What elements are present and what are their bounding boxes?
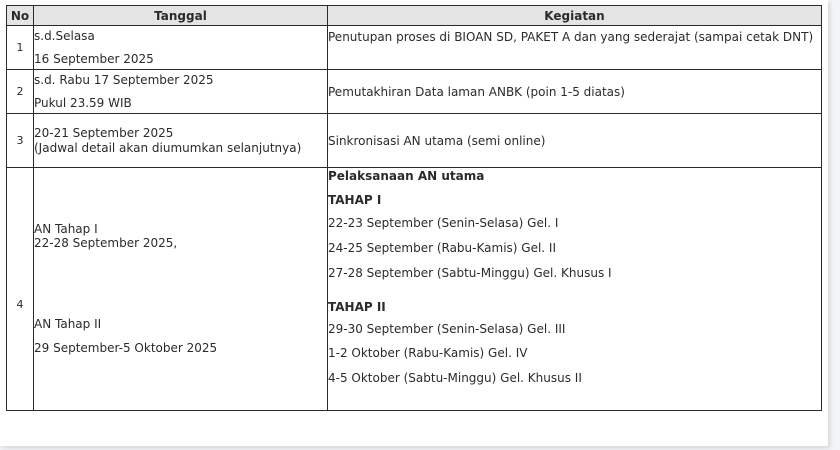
table-row <box>7 114 822 168</box>
tanggal-cell <box>34 114 328 168</box>
kegiatan-subheading: TAHAP I <box>328 193 382 207</box>
kegiatan-line: 4-5 Oktober (Sabtu-Minggu) Gel. Khusus II <box>328 371 582 385</box>
tanggal-cell <box>34 70 328 114</box>
tanggal-line: (Jadwal detail akan diumumkan selanjutnya) <box>34 140 302 155</box>
row-number: 2 <box>7 70 34 114</box>
row-number: 3 <box>7 114 34 168</box>
kegiatan-cell: Penutupan proses di BIOAN SD, PAKET A dan yang sederajat (sampai cetak DNT) <box>328 26 822 70</box>
row-number: 1 <box>7 26 34 70</box>
header-row <box>7 6 822 26</box>
tanggal-line: AN Tahap II <box>34 317 102 331</box>
tanggal-line: 29 September-5 Oktober 2025 <box>34 341 218 355</box>
kegiatan-subheading: TAHAP II <box>328 300 386 314</box>
tanggal-line: AN Tahap I <box>34 222 98 236</box>
kegiatan-cell: Sinkronisasi AN utama (semi online) <box>328 114 822 168</box>
kegiatan-heading: Pelaksanaan AN utama <box>328 169 485 183</box>
kegiatan-line: 24-25 September (Rabu-Kamis) Gel. II <box>328 241 556 255</box>
table-row <box>7 26 822 70</box>
row-number: 4 <box>7 168 34 411</box>
kegiatan-cell: Pemutakhiran Data laman ANBK (poin 1-5 diatas) <box>328 70 822 114</box>
tanggal-cell <box>34 26 328 70</box>
kegiatan-line: 29-30 September (Senin-Selasa) Gel. III <box>328 322 566 336</box>
kegiatan-line: 1-2 Oktober (Rabu-Kamis) Gel. IV <box>328 346 528 360</box>
kegiatan-line: 22-23 September (Senin-Selasa) Gel. I <box>328 216 559 230</box>
kegiatan-cell <box>328 168 822 411</box>
header-kegiatan: Kegiatan <box>328 6 822 26</box>
tanggal-line: Pukul 23.59 WIB <box>34 95 132 110</box>
header-no: No <box>7 6 34 26</box>
header-tanggal: Tanggal <box>34 6 328 26</box>
table-row <box>7 168 822 411</box>
tanggal-line: 20-21 September 2025 <box>34 125 174 140</box>
tanggal-line: s.d. Rabu 17 September 2025 <box>34 72 214 87</box>
tanggal-line: 16 September 2025 <box>34 51 154 66</box>
kegiatan-line: 27-28 September (Sabtu-Minggu) Gel. Khusus I <box>328 266 612 280</box>
tanggal-line: 22-28 September 2025, <box>34 236 178 250</box>
tanggal-cell <box>34 168 328 411</box>
schedule-table <box>6 5 822 411</box>
tanggal-line: s.d.Selasa <box>34 28 95 43</box>
table-row <box>7 70 822 114</box>
